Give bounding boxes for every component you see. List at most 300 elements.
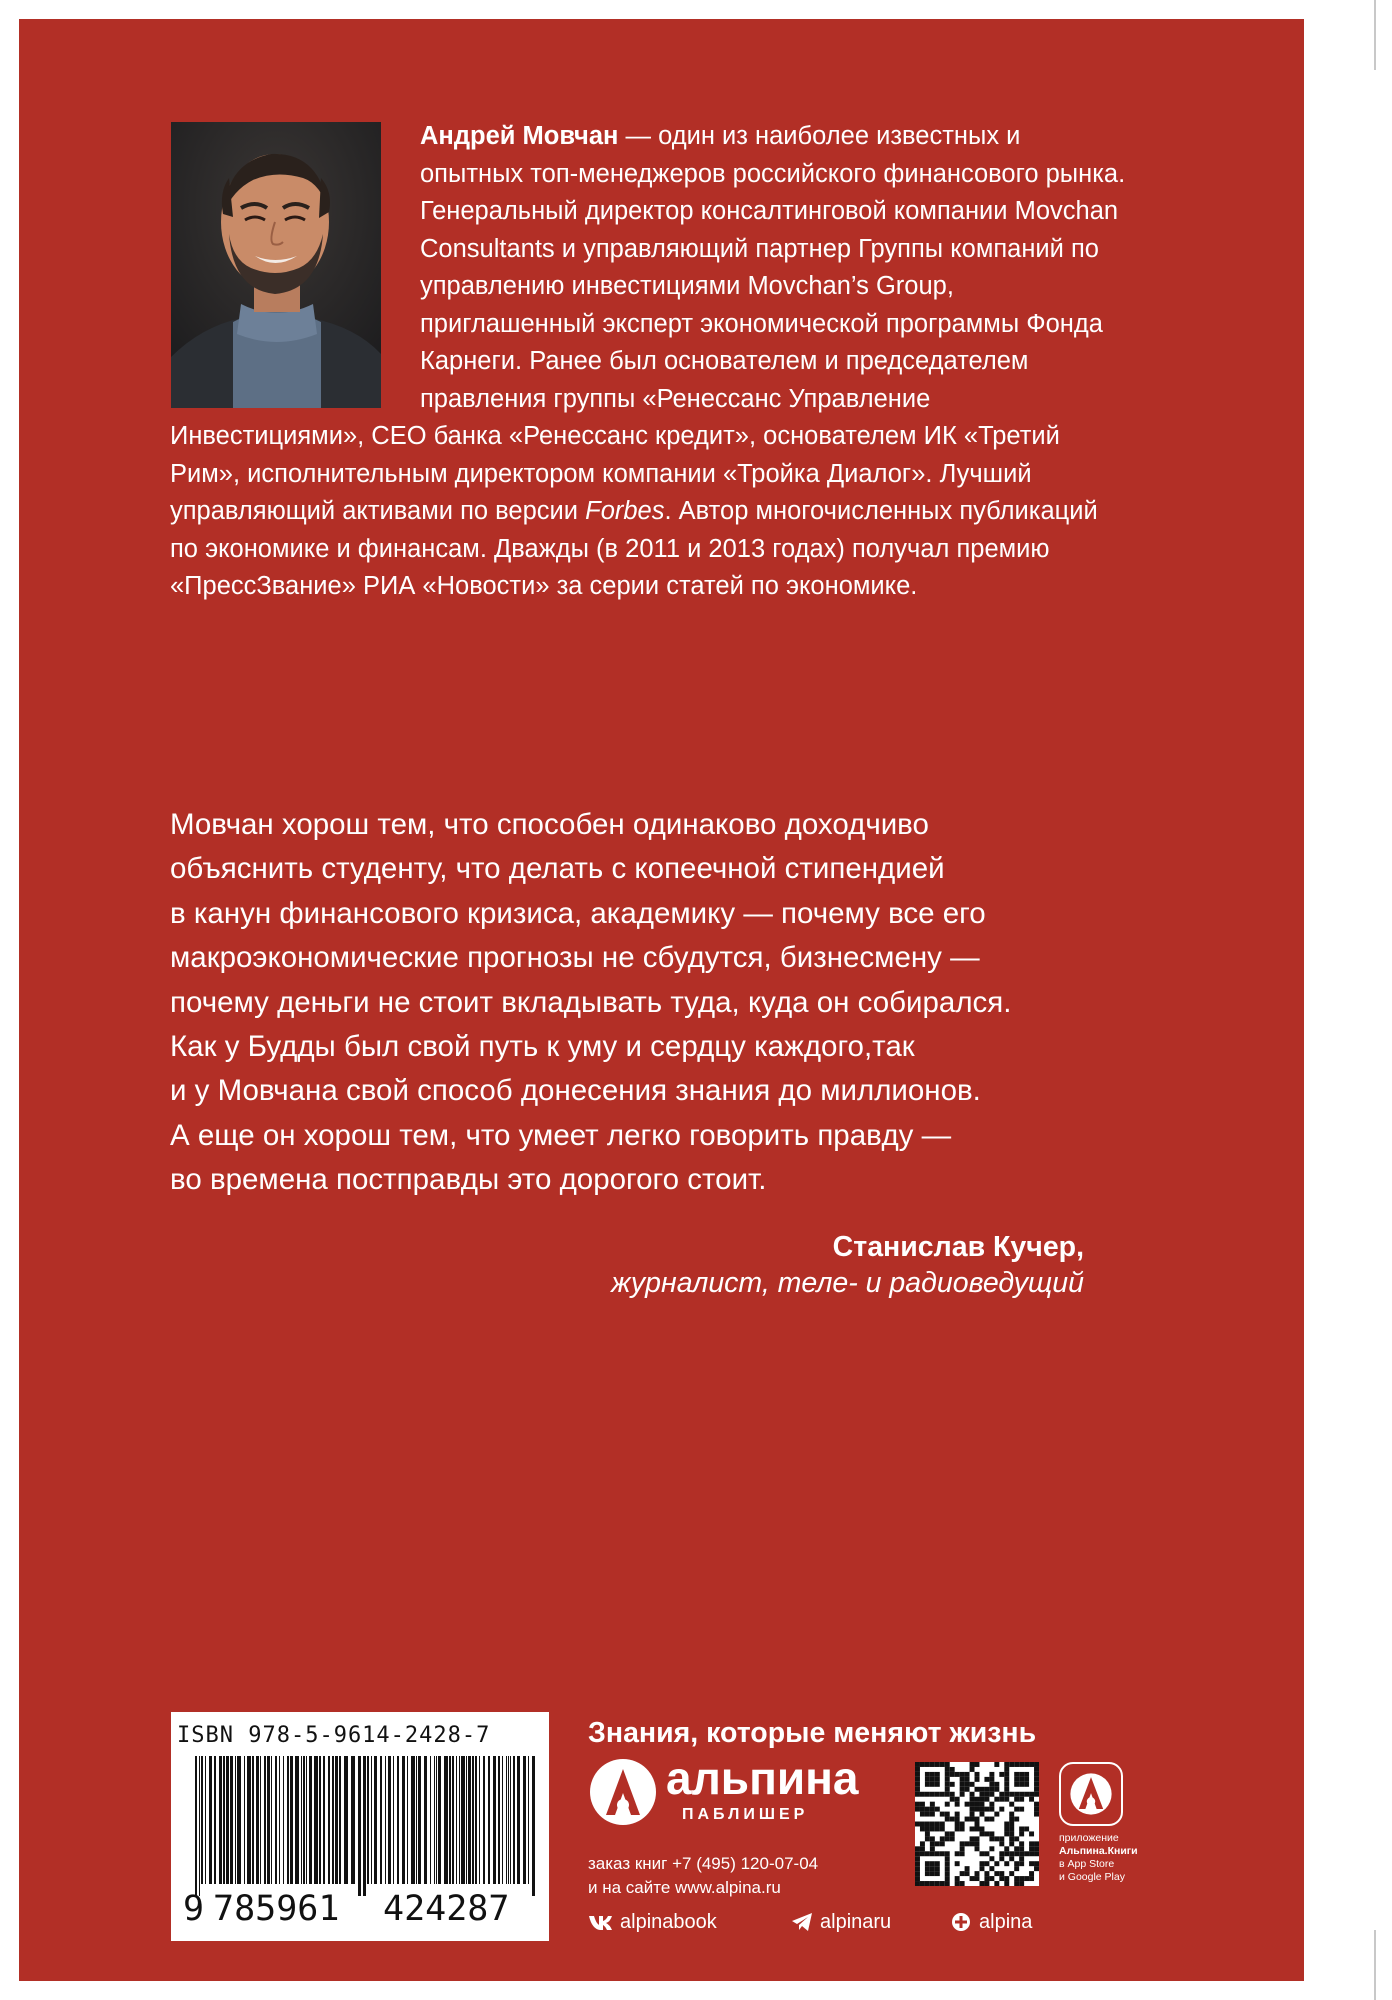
isbn-label: ISBN 978-5-9614-2428-7 (177, 1723, 491, 1748)
qr-module (950, 1772, 955, 1777)
qr-module (1019, 1826, 1024, 1831)
qr-module (1019, 1841, 1024, 1846)
quote-line: А еще он хорош тем, что умеет легко говорить правду — (170, 1118, 952, 1152)
barcode-bar (252, 1756, 254, 1884)
barcode-bar (393, 1756, 394, 1884)
qr-module (935, 1851, 940, 1856)
app-line: Альпина.Книги (1059, 1845, 1138, 1857)
qr-module (950, 1782, 955, 1787)
qr-module (1019, 1876, 1024, 1881)
qr-module (925, 1782, 930, 1787)
barcode-bar (328, 1756, 330, 1884)
qr-module (1034, 1772, 1039, 1777)
quote-line: во времена постправды это дорогого стоит. (170, 1163, 767, 1197)
qr-module (1034, 1802, 1039, 1807)
qr-module (955, 1876, 960, 1881)
barcode-bar (306, 1756, 307, 1884)
reviewer-name: Станислав Кучер, (832, 1231, 1084, 1263)
order-phone: заказ книг +7 (495) 120-07-04 (588, 1854, 819, 1873)
qr-module (1029, 1871, 1034, 1876)
app-line: и Google Play (1059, 1871, 1125, 1883)
qr-module (1004, 1767, 1009, 1772)
quote-attribution (611, 1229, 1084, 1301)
qr-module (950, 1767, 955, 1772)
qr-module (1019, 1881, 1024, 1886)
qr-module (979, 1851, 984, 1856)
qr-module (1034, 1777, 1039, 1782)
qr-module (930, 1802, 935, 1807)
barcode-bar (226, 1756, 229, 1884)
qr-module (945, 1876, 950, 1881)
qr-module (1009, 1871, 1014, 1876)
qr-module (970, 1797, 975, 1802)
qr-module (940, 1881, 945, 1886)
barcode-bar (374, 1756, 377, 1884)
qr-module (945, 1787, 950, 1792)
barcode-bar (502, 1756, 503, 1884)
qr-module (955, 1812, 960, 1817)
qr-module (1009, 1817, 1014, 1822)
qr-module (925, 1836, 930, 1841)
qr-module (999, 1876, 1004, 1881)
barcode-bar (438, 1756, 441, 1884)
qr-module (984, 1851, 989, 1856)
barcode-bar (444, 1756, 448, 1884)
barcode-bar (510, 1756, 511, 1884)
barcode-digits (171, 1887, 549, 1931)
forbes-mention: Forbes (585, 497, 665, 525)
qr-module (1024, 1762, 1029, 1767)
barcode-bar (407, 1756, 408, 1884)
qr-module (994, 1861, 999, 1866)
qr-module (989, 1817, 994, 1822)
qr-module (965, 1782, 970, 1787)
qr-module (930, 1881, 935, 1886)
qr-module (989, 1836, 994, 1841)
qr-module (989, 1782, 994, 1787)
barcode-bar (219, 1756, 222, 1884)
qr-module (925, 1831, 930, 1836)
qr-module (1004, 1826, 1009, 1831)
qr-module (1014, 1782, 1019, 1787)
qr-module (979, 1787, 984, 1792)
qr-module (1004, 1797, 1009, 1802)
qr-module (925, 1772, 930, 1777)
quote-line: Мовчан хорош тем, что способен одинаково доходчиво (170, 808, 929, 841)
qr-module (925, 1822, 930, 1827)
alpina-logo-icon (588, 1757, 658, 1827)
qr-module (930, 1777, 935, 1782)
qr-module (970, 1817, 975, 1822)
qr-module (955, 1772, 960, 1777)
qr-module (1014, 1881, 1019, 1886)
barcode-bar (301, 1756, 302, 1884)
qr-module (989, 1856, 994, 1861)
qr-module (994, 1881, 999, 1886)
barcode-bar (430, 1756, 431, 1884)
qr-module (950, 1817, 955, 1822)
qr-module (935, 1782, 940, 1787)
qr-module (979, 1802, 984, 1807)
barcode-bar (402, 1756, 405, 1884)
qr-module (1034, 1851, 1039, 1856)
qr-module (915, 1762, 920, 1767)
qr-module (989, 1772, 994, 1777)
barcode-bar (513, 1756, 515, 1884)
qr-module (935, 1826, 940, 1831)
barcode-bar (247, 1756, 251, 1884)
reviewer-role: журналист, теле- и радиоведущий (611, 1267, 1084, 1299)
qr-module (1029, 1797, 1034, 1802)
qr-module (1004, 1851, 1009, 1856)
qr-module (915, 1792, 920, 1797)
qr-module (945, 1762, 950, 1767)
barcode-bar (532, 1756, 535, 1896)
barcode-bar (517, 1756, 520, 1884)
qr-module (935, 1772, 940, 1777)
barcode-digits-right: 424287 (383, 1889, 510, 1929)
page-edge-line-top (1374, 0, 1376, 70)
qr-module (915, 1807, 920, 1812)
qr-module (1009, 1831, 1014, 1836)
qr-module (920, 1807, 925, 1812)
qr-module (945, 1836, 950, 1841)
qr-module (999, 1807, 1004, 1812)
qr-module (984, 1831, 989, 1836)
barcode-bar (199, 1756, 200, 1896)
qr-module (1004, 1792, 1009, 1797)
qr-module (955, 1802, 960, 1807)
qr-module (945, 1802, 950, 1807)
qr-module (940, 1841, 945, 1846)
qr-module (1029, 1861, 1034, 1866)
qr-module (970, 1826, 975, 1831)
barcode-bar (275, 1756, 277, 1884)
order-website: и на сайте www.alpina.ru (588, 1878, 781, 1897)
qr-module (999, 1841, 1004, 1846)
barcode-bar (479, 1756, 480, 1884)
barcode-bar (358, 1756, 361, 1896)
qr-module (1004, 1762, 1009, 1767)
barcode-bar (461, 1756, 465, 1884)
qr-module (915, 1846, 920, 1851)
publisher-name: альпина (666, 1752, 859, 1804)
qr-module (930, 1822, 935, 1827)
qr-module (920, 1846, 925, 1851)
qr-module (1014, 1876, 1019, 1881)
barcode-bar (523, 1756, 526, 1884)
qr-module (1024, 1792, 1029, 1797)
qr-module (994, 1836, 999, 1841)
qr-module (945, 1881, 950, 1886)
qr-module (999, 1836, 1004, 1841)
author-bio-end: . Автор многочисленных публикаций по экономике и финансам. Дважды (в 2011 и 2013 годах) получал премию «ПрессЗвание» РИА «Новости» за серии статей по экономике. (170, 497, 1098, 600)
qr-module (975, 1817, 980, 1822)
qr-module (960, 1787, 965, 1792)
qr-module (930, 1861, 935, 1866)
author-bio-main: — один из наиболее известных и опытных топ-менеджеров российского финансового рынка. Генеральный директор консалтинговой компании Movchan Consultants и управляющий партнер Группы компаний по управлению инвестициями Movchan’s Group, приглашенный эксперт экономической программы Фонда Карнеги. Ранее был основателем и председателем правления группы «Ренессанс Управление Инвестициями», CEO банка «Ренессанс кредит», основателем ИК «Третий Рим», исполнительным директором компании «Тройка Диалог». Лучший управляющий активами по версии (170, 122, 1126, 525)
qr-module (955, 1861, 960, 1866)
book-back-cover (19, 19, 1304, 1981)
qr-module (1009, 1812, 1014, 1817)
qr-module (1019, 1772, 1024, 1777)
qr-module (960, 1782, 965, 1787)
qr-module (950, 1836, 955, 1841)
qr-module (989, 1792, 994, 1797)
qr-module (925, 1881, 930, 1886)
social-telegram-handle: alpinaru (820, 1911, 892, 1933)
qr-module (925, 1792, 930, 1797)
qr-module (1009, 1802, 1014, 1807)
barcode-bar (488, 1756, 490, 1884)
qr-module (915, 1856, 920, 1861)
qr-module (935, 1881, 940, 1886)
qr-module (1019, 1777, 1024, 1782)
qr-module (955, 1797, 960, 1802)
qr-module (915, 1802, 920, 1807)
qr-module (915, 1876, 920, 1881)
qr-module (1019, 1846, 1024, 1851)
social-other (951, 1907, 1032, 1937)
barcode-bar (223, 1756, 225, 1884)
qr-module (1009, 1836, 1014, 1841)
qr-module (1019, 1762, 1024, 1767)
barcode-bar (528, 1756, 529, 1884)
qr-module (970, 1807, 975, 1812)
qr-module (1014, 1777, 1019, 1782)
qr-module (920, 1881, 925, 1886)
qr-module (1014, 1772, 1019, 1777)
barcode-bar (472, 1756, 474, 1884)
barcode-bar (332, 1756, 334, 1884)
qr-module (1014, 1817, 1019, 1822)
qr-module (975, 1822, 980, 1827)
qr-module (1034, 1807, 1039, 1812)
vk-icon (588, 1914, 612, 1930)
barcode-bar (244, 1756, 245, 1884)
barcode-bar (416, 1756, 417, 1884)
qr-module (1034, 1782, 1039, 1787)
telegram-icon (792, 1913, 812, 1931)
page-edge-line-bottom (1374, 1930, 1376, 2000)
qr-module (930, 1836, 935, 1841)
qr-module (999, 1856, 1004, 1861)
barcode-bar (267, 1756, 270, 1884)
qr-module (994, 1812, 999, 1817)
quote-line: в канун финансового кризиса, академику — почему все его (170, 896, 986, 930)
qr-module (975, 1841, 980, 1846)
qr-module (1019, 1807, 1024, 1812)
barcode-bar (195, 1756, 197, 1896)
qr-module (1009, 1822, 1014, 1827)
qr-module (1019, 1861, 1024, 1866)
qr-module (935, 1777, 940, 1782)
qr-module (1024, 1782, 1029, 1787)
qr-module (975, 1777, 980, 1782)
qr-module (1014, 1846, 1019, 1851)
qr-module (1029, 1841, 1034, 1846)
quote-line: объяснить студенту, что делать с копеечной стипендией (170, 852, 945, 886)
qr-module (945, 1767, 950, 1772)
qr-module (1004, 1831, 1009, 1836)
qr-module (945, 1871, 950, 1876)
qr-module (945, 1772, 950, 1777)
qr-module (1029, 1851, 1034, 1856)
qr-module (960, 1851, 965, 1856)
qr-module (1034, 1767, 1039, 1772)
qr-module (935, 1871, 940, 1876)
qr-module (1024, 1826, 1029, 1831)
qr-module (970, 1762, 975, 1767)
qr-module (975, 1836, 980, 1841)
barcode-bar (335, 1756, 338, 1884)
qr-module (925, 1866, 930, 1871)
alpina-app-icon (1059, 1762, 1123, 1826)
qr-module (1009, 1851, 1014, 1856)
barcode-bar (314, 1756, 318, 1884)
barcode-bar (256, 1756, 259, 1884)
app-line: в App Store (1059, 1858, 1115, 1870)
barcode-bar (436, 1756, 437, 1884)
qr-module (979, 1826, 984, 1831)
qr-module (940, 1826, 945, 1831)
qr-module (925, 1777, 930, 1782)
barcode-bar (385, 1756, 386, 1884)
qr-module (930, 1762, 935, 1767)
qr-module (955, 1817, 960, 1822)
qr-module (1019, 1792, 1024, 1797)
social-vk-handle: alpinabook (620, 1911, 717, 1933)
barcode-bar (466, 1756, 467, 1884)
qr-module (960, 1772, 965, 1777)
qr-module (930, 1851, 935, 1856)
qr-module (1019, 1831, 1024, 1836)
barcode-bar (209, 1756, 212, 1884)
app-store-info (1059, 1832, 1138, 1884)
qr-module (984, 1881, 989, 1886)
qr-module (1014, 1807, 1019, 1812)
qr-module (915, 1881, 920, 1886)
qr-module (915, 1871, 920, 1876)
qr-module (925, 1871, 930, 1876)
qr-module (1014, 1866, 1019, 1871)
qr-module (1014, 1762, 1019, 1767)
qr-module (989, 1807, 994, 1812)
order-info (588, 1852, 818, 1900)
barcode-bar (214, 1756, 216, 1884)
qr-module (1034, 1812, 1039, 1817)
qr-module (1004, 1772, 1009, 1777)
qr-module (975, 1871, 980, 1876)
barcode-bars (177, 1756, 543, 1896)
barcode-bar (468, 1756, 471, 1884)
qr-module (1029, 1846, 1034, 1851)
qr-module (975, 1802, 980, 1807)
barcode-bar (323, 1756, 325, 1884)
qr-module (975, 1876, 980, 1881)
qr-module (994, 1762, 999, 1767)
qr-module (960, 1826, 965, 1831)
qr-module (975, 1826, 980, 1831)
qr-module (960, 1881, 965, 1886)
social-other-handle: alpina (979, 1911, 1033, 1933)
barcode (171, 1712, 549, 1941)
qr-module (1019, 1851, 1024, 1856)
qr-module (1024, 1851, 1029, 1856)
qr-module (930, 1792, 935, 1797)
qr-module (970, 1841, 975, 1846)
qr-code (915, 1762, 1039, 1886)
qr-module (984, 1876, 989, 1881)
barcode-digits-left: 785961 (213, 1889, 340, 1929)
author-bio (170, 118, 1130, 606)
qr-module (960, 1777, 965, 1782)
qr-module (970, 1792, 975, 1797)
qr-module (965, 1817, 970, 1822)
qr-module (975, 1807, 980, 1812)
qr-module (935, 1807, 940, 1812)
qr-module (970, 1836, 975, 1841)
qr-module (965, 1777, 970, 1782)
qr-module (945, 1777, 950, 1782)
qr-module (1029, 1876, 1034, 1881)
qr-module (1004, 1876, 1009, 1881)
qr-module (925, 1826, 930, 1831)
qr-module (979, 1807, 984, 1812)
qr-module (915, 1767, 920, 1772)
barcode-bar (205, 1756, 206, 1884)
qr-module (1014, 1792, 1019, 1797)
qr-module (920, 1822, 925, 1827)
qr-module (975, 1846, 980, 1851)
qr-module (925, 1861, 930, 1866)
qr-module (930, 1826, 935, 1831)
quote-line: макроэкономические прогнозы не сбудутся, бизнесмену — (170, 941, 980, 975)
qr-module (1009, 1841, 1014, 1846)
barcode-bar (319, 1756, 321, 1884)
qr-module (945, 1817, 950, 1822)
qr-code-icon (915, 1762, 1039, 1886)
qr-module (1004, 1822, 1009, 1827)
social-circle-icon (951, 1912, 971, 1932)
qr-module (940, 1762, 945, 1767)
qr-module (989, 1866, 994, 1871)
qr-module (1009, 1792, 1014, 1797)
qr-module (1019, 1782, 1024, 1787)
barcode-bar (237, 1756, 241, 1884)
qr-module (989, 1802, 994, 1807)
barcode-bar (344, 1756, 348, 1884)
qr-module (950, 1831, 955, 1836)
qr-module (979, 1866, 984, 1871)
qr-module (1034, 1861, 1039, 1866)
qr-module (989, 1876, 994, 1881)
qr-module (915, 1866, 920, 1871)
qr-module (970, 1767, 975, 1772)
qr-module (935, 1792, 940, 1797)
qr-module (979, 1797, 984, 1802)
qr-module (1034, 1866, 1039, 1871)
barcode-bar (449, 1756, 451, 1884)
qr-module (945, 1812, 950, 1817)
qr-module (970, 1876, 975, 1881)
qr-module (930, 1782, 935, 1787)
barcode-bar (295, 1756, 299, 1884)
qr-module (1014, 1851, 1019, 1856)
qr-module (940, 1851, 945, 1856)
barcode-bar (367, 1756, 369, 1884)
qr-module (925, 1807, 930, 1812)
